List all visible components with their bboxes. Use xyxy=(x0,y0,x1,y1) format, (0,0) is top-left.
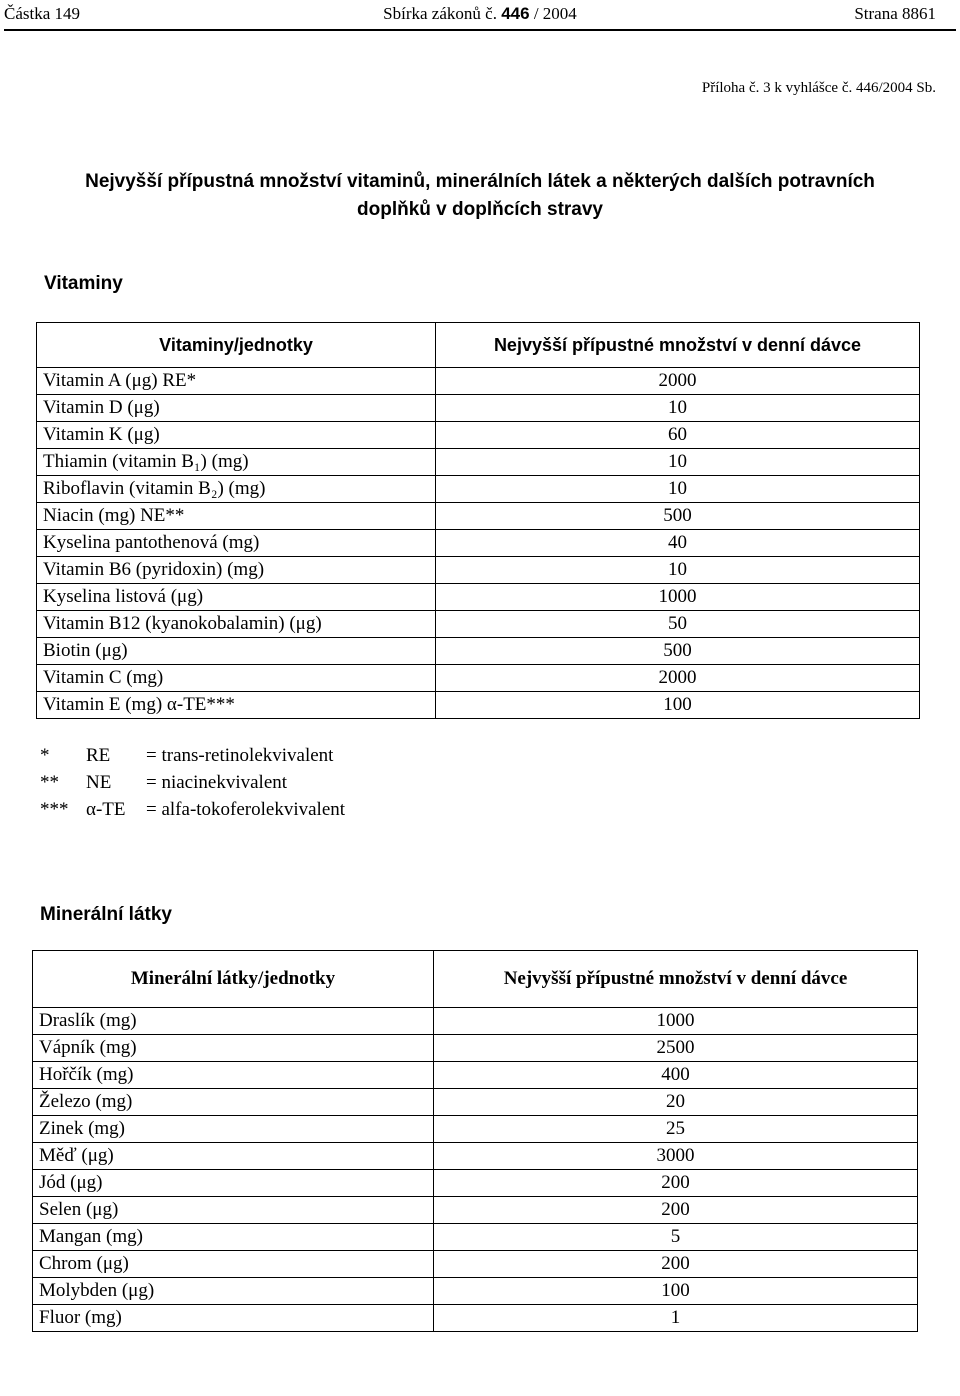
footnote xyxy=(40,769,345,796)
vitamin-row-value: 60 xyxy=(436,422,920,449)
vitamin-row-value: 10 xyxy=(436,557,920,584)
footnote-stars: ** xyxy=(40,772,59,793)
vitamin-row xyxy=(37,638,920,665)
mineral-row-name: Chrom (μg) xyxy=(33,1251,434,1278)
vitamin-row-value: 10 xyxy=(436,395,920,422)
mineral-row xyxy=(33,1197,918,1224)
vitamin-row xyxy=(37,449,920,476)
vitamin-row-name: Vitamin C (mg) xyxy=(37,665,436,692)
vitamin-row-name: Vitamin E (mg) α-TE*** xyxy=(37,692,436,719)
vitamin-row xyxy=(37,557,920,584)
footnote-def: = trans-retinolekvivalent xyxy=(146,745,334,766)
vitamin-row xyxy=(37,395,920,422)
footnote xyxy=(40,742,345,769)
footnote-abbr: α-TE xyxy=(86,799,126,820)
header-divider xyxy=(4,29,956,31)
minerals-table xyxy=(32,950,918,1332)
mineral-row xyxy=(33,1305,918,1332)
vitamins-col2-header: Nejvyšší přípustné množství v denní dávce xyxy=(436,323,920,368)
mineral-row-value: 400 xyxy=(434,1062,918,1089)
mineral-row-value: 200 xyxy=(434,1251,918,1278)
vitamin-row xyxy=(37,611,920,638)
footnote-abbr: RE xyxy=(86,745,111,766)
mineral-row-value: 100 xyxy=(434,1278,918,1305)
vitamin-row xyxy=(37,476,920,503)
mineral-row-value: 25 xyxy=(434,1116,918,1143)
vitamin-row-name: Biotin (μg) xyxy=(37,638,436,665)
vitamin-row-name: Riboflavin (vitamin B₂) (mg) xyxy=(37,476,436,503)
issue-label: Částka 149 xyxy=(4,4,81,23)
vitamin-row-value: 10 xyxy=(436,449,920,476)
vitamin-row-value: 100 xyxy=(436,692,920,719)
footnote-stars: * xyxy=(40,745,50,766)
collection-year: / 2004 xyxy=(533,4,577,23)
minerals-col2-header: Nejvyšší přípustné množství v denní dávce xyxy=(434,951,918,1008)
vitamin-row xyxy=(37,422,920,449)
vitamin-row-name: Thiamin (vitamin B₁) (mg) xyxy=(37,449,436,476)
vitamins-section-title: Vitaminy xyxy=(44,273,123,294)
mineral-row xyxy=(33,1116,918,1143)
vitamin-row-name: Kyselina listová (μg) xyxy=(37,584,436,611)
mineral-row-name: Draslík (mg) xyxy=(33,1008,434,1035)
vitamin-row xyxy=(37,530,920,557)
mineral-row-value: 200 xyxy=(434,1170,918,1197)
mineral-row-value: 20 xyxy=(434,1089,918,1116)
minerals-col1-header: Minerální látky/jednotky xyxy=(33,951,434,1008)
mineral-row-name: Zinek (mg) xyxy=(33,1116,434,1143)
footnote-stars: *** xyxy=(40,799,69,820)
mineral-row xyxy=(33,1008,918,1035)
collection-number: 446 xyxy=(501,4,530,23)
mineral-row-value: 5 xyxy=(434,1224,918,1251)
mineral-row-value: 1 xyxy=(434,1305,918,1332)
vitamin-row-name: Vitamin B12 (kyanokobalamin) (μg) xyxy=(37,611,436,638)
vitamins-table xyxy=(36,322,920,719)
vitamin-row-name: Vitamin K (μg) xyxy=(37,422,436,449)
mineral-row-name: Měď (μg) xyxy=(33,1143,434,1170)
minerals-header-row xyxy=(33,951,918,1008)
mineral-row-name: Jód (μg) xyxy=(33,1170,434,1197)
mineral-row xyxy=(33,1143,918,1170)
vitamin-row-name: Niacin (mg) NE** xyxy=(37,503,436,530)
mineral-row-name: Selen (μg) xyxy=(33,1197,434,1224)
vitamin-row-value: 10 xyxy=(436,476,920,503)
vitamin-row xyxy=(37,692,920,719)
mineral-row-name: Mangan (mg) xyxy=(33,1224,434,1251)
footnote xyxy=(40,796,345,823)
minerals-table-body xyxy=(33,1008,918,1332)
vitamin-row-value: 40 xyxy=(436,530,920,557)
footnotes xyxy=(40,742,345,823)
mineral-row-value: 2500 xyxy=(434,1035,918,1062)
mineral-row-name: Fluor (mg) xyxy=(33,1305,434,1332)
footnote-def: = niacinekvivalent xyxy=(146,772,288,793)
collection-label xyxy=(4,4,956,24)
vitamin-row-value: 500 xyxy=(436,638,920,665)
vitamin-row-value: 1000 xyxy=(436,584,920,611)
vitamin-row xyxy=(37,368,920,395)
mineral-row-value: 3000 xyxy=(434,1143,918,1170)
vitamin-row-value: 2000 xyxy=(436,368,920,395)
mineral-row xyxy=(33,1035,918,1062)
mineral-row xyxy=(33,1224,918,1251)
vitamin-row xyxy=(37,503,920,530)
vitamin-row-value: 2000 xyxy=(436,665,920,692)
footnote-def: = alfa-tokoferolekvivalent xyxy=(146,799,346,820)
minerals-section-title: Minerální látky xyxy=(40,904,172,925)
vitamins-col1-header: Vitaminy/jednotky xyxy=(37,323,436,368)
mineral-row xyxy=(33,1251,918,1278)
mineral-row-value: 1000 xyxy=(434,1008,918,1035)
vitamin-row-name: Vitamin A (μg) RE* xyxy=(37,368,436,395)
title-line-2: doplňků v doplňcích stravy xyxy=(357,199,603,220)
mineral-row xyxy=(33,1062,918,1089)
mineral-row-value: 200 xyxy=(434,1197,918,1224)
mineral-row-name: Molybden (μg) xyxy=(33,1278,434,1305)
mineral-row-name: Železo (mg) xyxy=(33,1089,434,1116)
page-number: Strana 8861 xyxy=(854,4,936,23)
vitamin-row-value: 50 xyxy=(436,611,920,638)
mineral-row-name: Hořčík (mg) xyxy=(33,1062,434,1089)
vitamin-row xyxy=(37,665,920,692)
annex-label: Příloha č. 3 k vyhlášce č. 446/2004 Sb. xyxy=(701,80,936,96)
title-line-1: Nejvyšší přípustná množství vitaminů, minerálních látek a některých dalších potravních xyxy=(85,171,875,192)
page-header xyxy=(4,4,956,26)
vitamins-table-body xyxy=(37,368,920,719)
vitamins-header-row xyxy=(37,323,920,368)
document-title xyxy=(0,168,960,224)
vitamin-row-name: Kyselina pantothenová (mg) xyxy=(37,530,436,557)
mineral-row xyxy=(33,1089,918,1116)
mineral-row-name: Vápník (mg) xyxy=(33,1035,434,1062)
collection-prefix: Sbírka zákonů č. xyxy=(383,4,497,23)
mineral-row xyxy=(33,1278,918,1305)
vitamin-row-value: 500 xyxy=(436,503,920,530)
vitamin-row-name: Vitamin D (μg) xyxy=(37,395,436,422)
mineral-row xyxy=(33,1170,918,1197)
vitamin-row-name: Vitamin B6 (pyridoxin) (mg) xyxy=(37,557,436,584)
vitamin-row xyxy=(37,584,920,611)
footnote-abbr: NE xyxy=(86,772,112,793)
